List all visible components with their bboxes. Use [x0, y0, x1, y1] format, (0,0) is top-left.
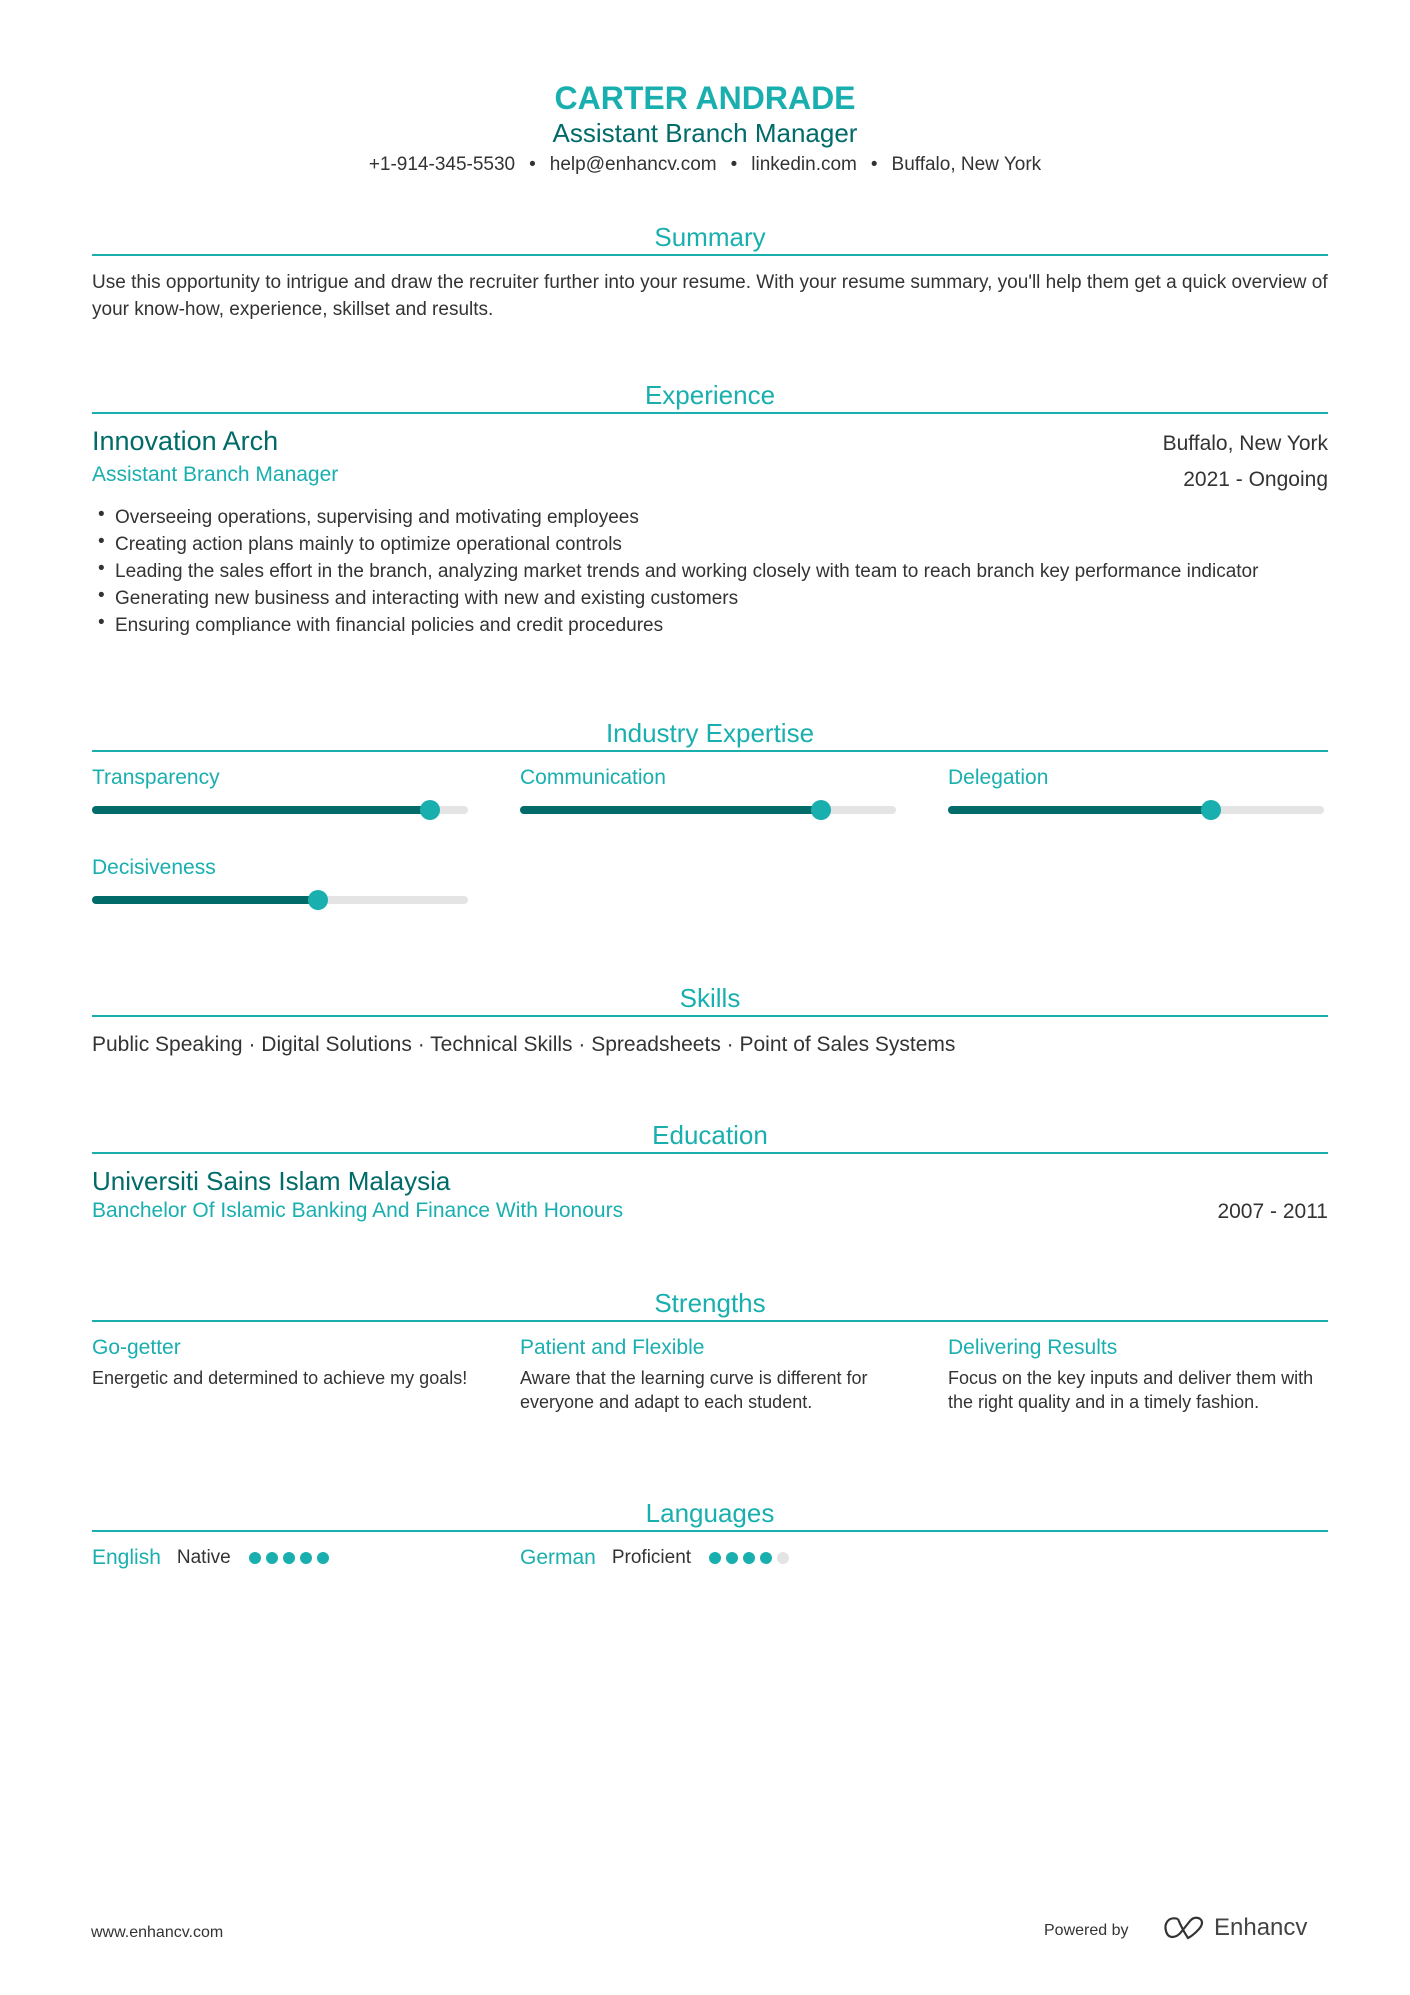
strength-title: Patient and Flexible	[520, 1336, 705, 1359]
candidate-name: CARTER ANDRADE	[554, 80, 856, 116]
email[interactable]: help@enhancv.com	[549, 154, 717, 175]
level-bar	[520, 806, 896, 814]
level-dot	[709, 1552, 721, 1564]
list-item: • Generating new business and interacting with new and existing customers	[92, 585, 1328, 612]
level-dots	[709, 1552, 789, 1564]
footer-url[interactable]: www.enhancv.com	[91, 1924, 224, 1941]
level-bar	[92, 806, 468, 814]
brand-name: Enhancv	[1214, 1914, 1308, 1941]
expertise-label: Transparency	[92, 766, 220, 789]
list-item: • Overseeing operations, supervising and motivating employees	[92, 504, 1328, 531]
expertise-label: Delegation	[948, 766, 1049, 789]
degree: Banchelor Of Islamic Banking And Finance With Honours	[92, 1199, 624, 1222]
job-location: Buffalo, New York	[1162, 432, 1328, 455]
expertise-item	[92, 856, 468, 904]
language-name: German	[520, 1546, 596, 1569]
skill: Point of Sales Systems	[739, 1033, 956, 1056]
job-title: Assistant Branch Manager	[92, 463, 339, 486]
bullet-list	[92, 504, 1328, 639]
phone: +1-914-345-5530	[368, 154, 516, 175]
enhancv-logo[interactable]	[1162, 1914, 1307, 1942]
section-heading: Industry Expertise	[605, 718, 815, 748]
summary-text: Use this opportunity to intrigue and draw the recruiter further into your resume. With your resume summary, you'll help them get a quick overview of your know-how, experience, skillset and results.	[92, 272, 1328, 320]
powered-by: Powered by	[1044, 1922, 1129, 1939]
expertise-item	[92, 766, 468, 814]
level-knob	[1201, 800, 1221, 820]
strength-desc: Aware that the learning curve is different for everyone and adapt to each student.	[520, 1368, 868, 1412]
level-dot	[743, 1552, 755, 1564]
school-name: Universiti Sains Islam Malaysia	[92, 1166, 451, 1196]
education-dates: 2007 - 2011	[1217, 1200, 1328, 1223]
education-section	[92, 1120, 1328, 1227]
strength-item	[520, 1336, 896, 1414]
language-name: English	[92, 1546, 161, 1569]
level-dot	[726, 1552, 738, 1564]
level-bar	[92, 896, 468, 904]
languages-section	[92, 1498, 1328, 1570]
list-item: • Creating action plans mainly to optimize operational controls	[92, 531, 1328, 558]
strength-desc: Focus on the key inputs and deliver them with the right quality and in a timely fashion.	[948, 1368, 1314, 1412]
strengths-section	[92, 1288, 1328, 1414]
strength-title: Go-getter	[92, 1336, 181, 1359]
level-knob	[420, 800, 440, 820]
level-dot	[283, 1552, 295, 1564]
section-heading: Experience	[644, 380, 776, 410]
skill: Technical Skills	[430, 1033, 573, 1056]
expertise-label: Communication	[520, 766, 666, 789]
list-item: • Ensuring compliance with financial policies and credit procedures	[92, 612, 1328, 639]
linkedin[interactable]: linkedin.com	[751, 154, 857, 175]
location: Buffalo, New York	[891, 154, 1042, 175]
skills-list: Public Speaking · Digital Solutions · Technical Skills · Spreadsheets · Point of Sales Systems	[92, 1033, 956, 1056]
enhancv-logo-icon	[1162, 1914, 1208, 1942]
expertise-item	[948, 766, 1324, 814]
level-bar	[948, 806, 1324, 814]
level-knob	[308, 890, 328, 910]
strength-title: Delivering Results	[948, 1336, 1118, 1359]
job-dates: 2021 - Ongoing	[1183, 468, 1328, 491]
experience-section	[92, 380, 1328, 639]
expertise-label: Decisiveness	[92, 856, 216, 879]
skill: Public Speaking	[92, 1033, 243, 1056]
contact-info: +1-914-345-5530 • help@enhancv.com • linkedin.com • Buffalo, New York	[368, 154, 1042, 175]
level-dot	[777, 1552, 789, 1564]
skill: Digital Solutions	[261, 1033, 412, 1056]
expertise-section	[92, 718, 1328, 904]
summary-section	[92, 222, 1328, 323]
level-dot	[266, 1552, 278, 1564]
level-knob	[811, 800, 831, 820]
list-item: • Leading the sales effort in the branch, analyzing market trends and working closely with team to reach branch key performance indicator	[92, 558, 1328, 585]
level-dot	[317, 1552, 329, 1564]
section-heading: Strengths	[654, 1288, 766, 1318]
skill: Spreadsheets	[591, 1033, 721, 1056]
strength-item	[948, 1336, 1324, 1414]
candidate-title: Assistant Branch Manager	[552, 118, 858, 148]
level-dot	[249, 1552, 261, 1564]
section-heading: Education	[652, 1120, 768, 1150]
strength-desc: Energetic and determined to achieve my goals!	[92, 1368, 468, 1388]
section-heading: Languages	[645, 1498, 775, 1528]
level-dot	[760, 1552, 772, 1564]
language-item	[520, 1546, 896, 1570]
language-level: Native	[176, 1547, 231, 1568]
expertise-item	[520, 766, 896, 814]
level-dots	[249, 1552, 329, 1564]
company-name: Innovation Arch	[92, 426, 279, 456]
language-level: Proficient	[611, 1547, 692, 1568]
level-dot	[300, 1552, 312, 1564]
section-heading: Summary	[654, 222, 766, 252]
language-item	[92, 1546, 468, 1570]
strength-item	[92, 1336, 468, 1414]
skills-section	[92, 983, 1328, 1057]
section-heading: Skills	[679, 983, 741, 1013]
